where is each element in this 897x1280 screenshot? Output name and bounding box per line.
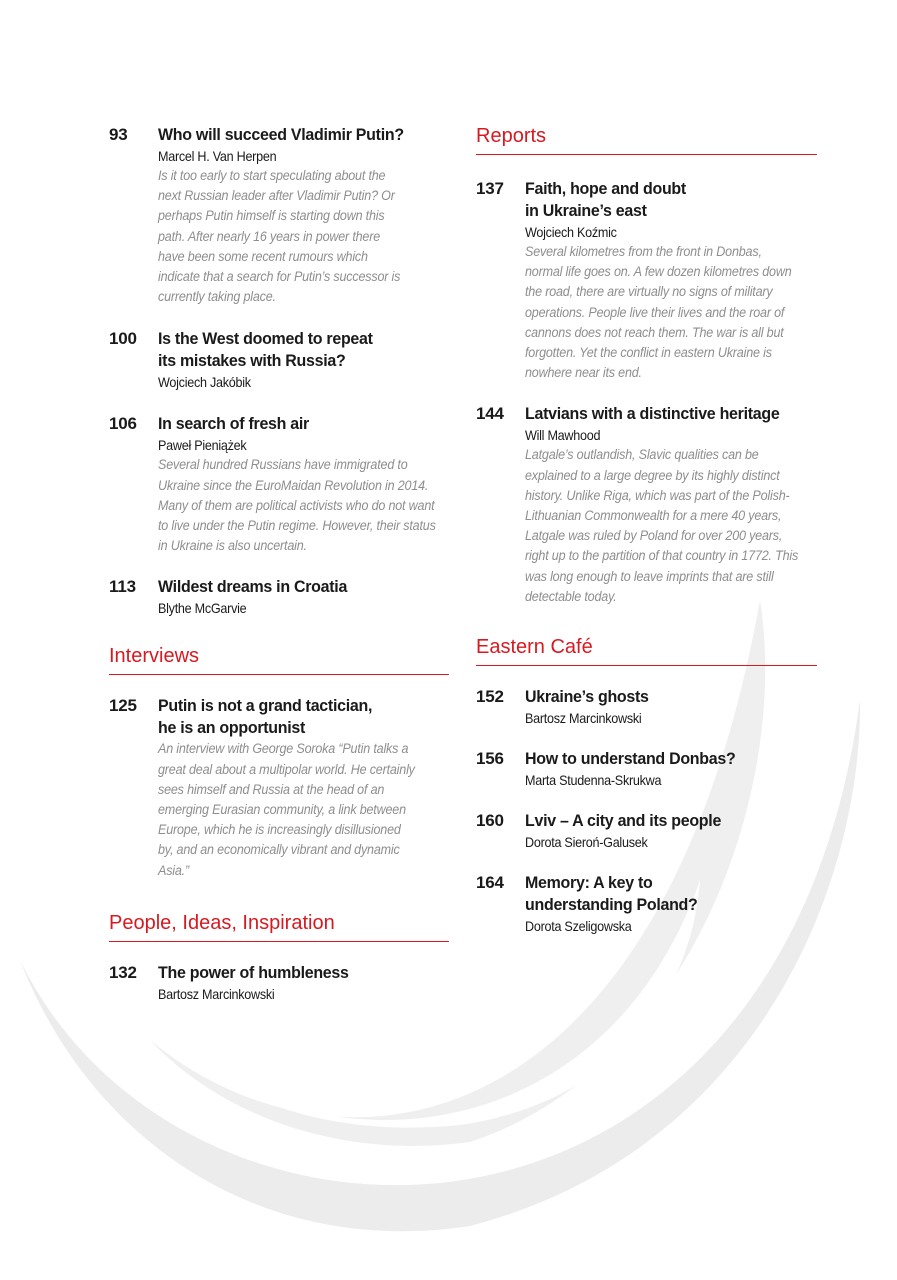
- entry-title: Wildest dreams in Croatia: [158, 577, 348, 597]
- toc-entry[interactable]: [476, 686, 817, 728]
- entry-title: Lviv – A city and its people: [525, 811, 722, 831]
- page-number: 125: [109, 696, 137, 716]
- entry-description: Several hundred Russians have immigrated to Ukraine since the EuroMaidan Revolution in 2014. Many of them are political activists who do not want to live under the Putin regime. However, their status in Ukraine is also uncertain.: [158, 457, 436, 554]
- section-heading-eastern-cafe: Eastern Café: [476, 635, 817, 666]
- entry-author: Blythe McGarvie: [158, 600, 247, 617]
- entry-title: Is the West doomed to repeat its mistakes with Russia?: [158, 329, 373, 371]
- toc-entry[interactable]: [476, 748, 817, 790]
- entry-author: Dorota Sieroń-Galusek: [525, 834, 648, 851]
- entry-title: Who will succeed Vladimir Putin?: [158, 125, 404, 144]
- entry-title: Faith, hope and doubt in Ukraine’s east: [525, 179, 686, 220]
- toc-entry[interactable]: [109, 695, 449, 880]
- entry-title: How to understand Donbas?: [525, 749, 736, 769]
- left-column: [109, 124, 449, 1004]
- entry-title: Putin is not a grand tactician, he is an opportunist: [158, 696, 373, 738]
- section-heading-people-ideas-inspiration: People, Ideas, Inspiration: [109, 911, 449, 942]
- page-number: 156: [476, 749, 504, 769]
- page-number: 100: [109, 329, 137, 349]
- page-number: 132: [109, 962, 137, 982]
- section-heading-reports: Reports: [476, 124, 817, 155]
- entry-title: Memory: A key to understanding Poland?: [525, 873, 698, 915]
- page-number: 113: [109, 577, 136, 597]
- right-column: [476, 124, 817, 936]
- entry-description: Is it too early to start speculating about the next Russian leader after Vladimir Putin? Or perhaps Putin himself is starting down this path. After nearly 16 years in power there have been some recent rumours which indicate that a search for Putin’s successor is currently taking place.: [158, 168, 401, 305]
- toc-entry[interactable]: [109, 124, 449, 307]
- page-number: 152: [476, 687, 504, 707]
- entry-description: An interview with George Soroka “Putin talks a great deal about a multipolar world. He certainly sees himself and Russia at the head of an emerging Eurasian community, a link between Europe, which he is increasingly disillusioned by, and an economically vibrant and dynamic Asia.”: [158, 741, 415, 878]
- entry-author: Will Mawhood: [525, 427, 601, 444]
- entry-author: Paweł Pieniążek: [158, 437, 247, 454]
- toc-entry[interactable]: [109, 576, 449, 618]
- page-number: 106: [109, 414, 137, 434]
- page-number: 137: [476, 179, 504, 198]
- toc-entry[interactable]: [476, 810, 817, 852]
- page-number: 164: [476, 873, 504, 893]
- toc-entry[interactable]: [109, 962, 449, 1004]
- section-heading-interviews: Interviews: [109, 644, 449, 675]
- entry-title: Ukraine’s ghosts: [525, 687, 649, 707]
- entry-title: Latvians with a distinctive heritage: [525, 404, 780, 424]
- page-number: 93: [109, 125, 128, 144]
- toc-entry[interactable]: [109, 413, 449, 556]
- entry-author: Bartosz Marcinkowski: [525, 710, 642, 727]
- page-number: 160: [476, 811, 504, 831]
- toc-entry[interactable]: [109, 328, 449, 392]
- entry-author: Wojciech Jakóbik: [158, 374, 251, 391]
- entry-author: Marta Studenna-Skrukwa: [525, 772, 662, 789]
- entry-author: Bartosz Marcinkowski: [158, 985, 275, 1002]
- entry-title: The power of humbleness: [158, 962, 349, 982]
- page-number: 144: [476, 404, 504, 424]
- entry-author: Wojciech Koźmic: [525, 224, 617, 240]
- entry-author: Dorota Szeligowska: [525, 918, 632, 935]
- toc-entry[interactable]: [476, 178, 817, 383]
- entry-title: In search of fresh air: [158, 414, 310, 434]
- entry-description: Latgale’s outlandish, Slavic qualities can be explained to a large degree by its highly distinct history. Unlike Riga, which was part of the Polish-Lithuanian Commonwealth for a mere 40 years, Latgale was ruled by Poland for over 200 years, right up to the partition of that country in 1772. This was long enough to leave imprints that are still detectable today.: [525, 447, 799, 604]
- entry-description: Several kilometres from the front in Donbas, normal life goes on. A few dozen kilometres down the road, there are virtually no signs of military operations. People live their lives and the roar of cannons does not reach them. The war is all but forgotten. Yet the conflict in eastern Ukraine is nowhere near its end.: [525, 244, 792, 381]
- toc-entry[interactable]: [476, 872, 817, 936]
- toc-entry[interactable]: [476, 403, 817, 607]
- entry-author: Marcel H. Van Herpen: [158, 148, 277, 164]
